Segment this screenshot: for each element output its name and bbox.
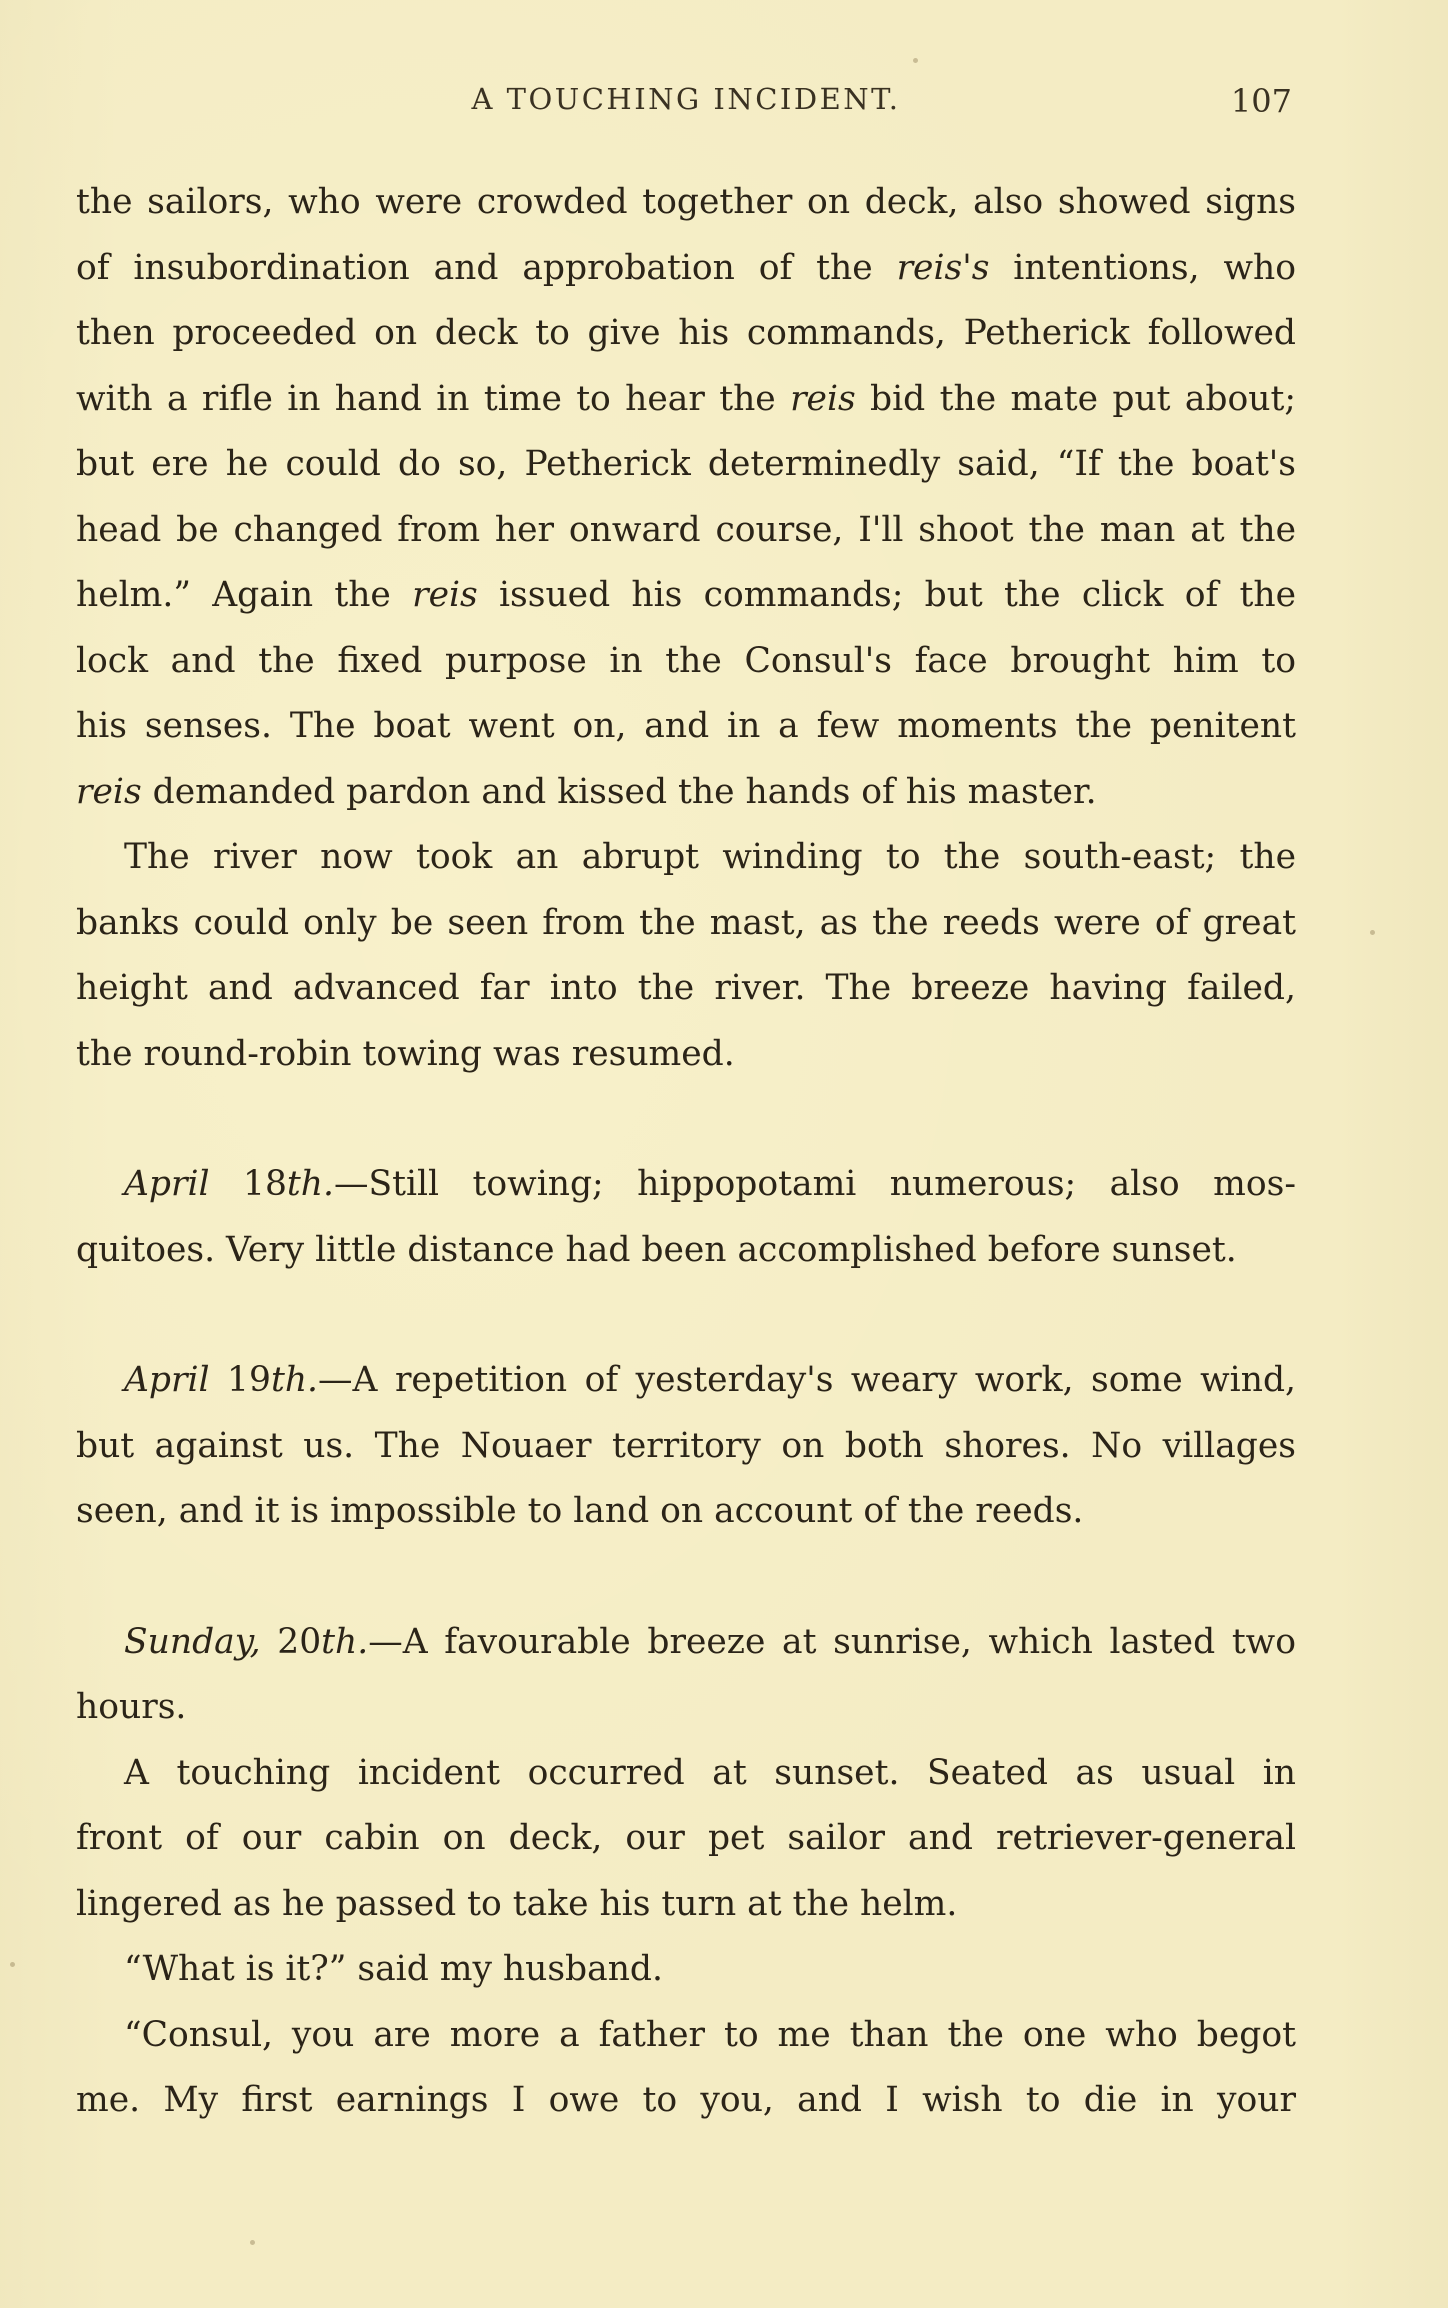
text-line bbox=[76, 2003, 1296, 2069]
text-line bbox=[76, 694, 1296, 760]
text-line bbox=[76, 2068, 1296, 2134]
text-line bbox=[76, 367, 1296, 433]
text-line bbox=[76, 1414, 1296, 1480]
italic-text: Sunday, bbox=[124, 1621, 261, 1662]
paper-speck bbox=[913, 58, 918, 63]
text-run: A touching incident occurred at sunset. Seated as usual in bbox=[124, 1752, 1296, 1793]
paragraph-gap bbox=[76, 1283, 1296, 1348]
text-line bbox=[76, 825, 1296, 891]
italic-text: th. bbox=[286, 1164, 334, 1204]
italic-text: April bbox=[124, 1360, 210, 1400]
text-line bbox=[76, 956, 1296, 1022]
page-number: 107 bbox=[1230, 82, 1292, 120]
text-run: —A favourable breeze at sunrise, which lasted two bbox=[368, 1621, 1296, 1662]
body-text bbox=[76, 170, 1296, 2134]
italic-text: April bbox=[124, 1164, 210, 1204]
text-line bbox=[76, 432, 1296, 498]
text-run: “What is it?” said my husband. bbox=[124, 1949, 663, 1989]
text-line bbox=[76, 1152, 1296, 1218]
text-line bbox=[76, 1675, 1296, 1741]
text-run: of insubordination and approbation of the bbox=[76, 247, 897, 288]
text-run: with a rifle in hand in time to hear the bbox=[76, 378, 791, 419]
text-line bbox=[76, 1937, 1296, 2003]
text-run: 19 bbox=[209, 1360, 271, 1400]
text-run: —Still towing; hippopotami numerous; also mos- bbox=[333, 1164, 1296, 1204]
italic-text: reis bbox=[76, 771, 142, 812]
text-run: “Consul, you are more a father to me than the one who begot bbox=[124, 2014, 1296, 2055]
italic-text: th. bbox=[321, 1621, 369, 1662]
text-run: helm.” Again the bbox=[76, 575, 413, 615]
text-run: issued his commands; but the click of the bbox=[477, 575, 1296, 615]
paragraph-gap bbox=[76, 1087, 1296, 1152]
text-run: front of our cabin on deck, our pet sailor and retriever-general bbox=[76, 1818, 1296, 1858]
text-run: 18 bbox=[209, 1164, 287, 1204]
text-line bbox=[76, 170, 1296, 236]
text-run: banks could only be seen from the mast, as the reeds were of great bbox=[76, 902, 1296, 943]
text-run: head be changed from her onward course, I'll shoot the man at the bbox=[76, 509, 1296, 550]
text-line bbox=[76, 891, 1296, 957]
running-title: A TOUCHING INCIDENT. bbox=[471, 82, 901, 116]
text-line bbox=[76, 498, 1296, 564]
text-line bbox=[76, 1218, 1296, 1284]
text-run: lingered as he passed to take his turn at the helm. bbox=[76, 1883, 958, 1924]
text-line bbox=[76, 1348, 1296, 1414]
text-run: his senses. The boat went on, and in a few moments the penitent bbox=[76, 706, 1296, 746]
text-run: The river now took an abrupt winding to the south-east; the bbox=[124, 837, 1296, 877]
running-head bbox=[80, 82, 1292, 126]
text-line bbox=[76, 1610, 1296, 1676]
text-run: intentions, who bbox=[989, 247, 1296, 288]
text-run: bid the mate put about; bbox=[855, 378, 1296, 419]
text-run: 20 bbox=[260, 1621, 322, 1662]
italic-text: th. bbox=[270, 1360, 319, 1400]
italic-text: reis's bbox=[896, 247, 990, 288]
text-run: the sailors, who were crowded together on deck, also showed signs bbox=[76, 182, 1296, 222]
text-run: me. My first earnings I owe to you, and I wish to die in your bbox=[76, 2080, 1296, 2120]
text-run: lock and the fixed purpose in the Consul's face brought him to bbox=[76, 640, 1296, 681]
paper-speck bbox=[1370, 930, 1375, 935]
text-run: seen, and it is impossible to land on account of the reeds. bbox=[76, 1491, 1084, 1531]
text-line bbox=[76, 1741, 1296, 1807]
paragraph-gap bbox=[76, 1545, 1296, 1610]
paper-speck bbox=[250, 2240, 255, 2245]
text-line bbox=[76, 236, 1296, 302]
text-run: then proceeded on deck to give his commands, Petherick followed bbox=[76, 313, 1296, 353]
text-run: quitoes. Very little distance had been accomplished before sunset. bbox=[76, 1229, 1237, 1270]
text-line bbox=[76, 301, 1296, 367]
text-run: demanded pardon and kissed the hands of his master. bbox=[141, 771, 1097, 812]
text-run: but against us. The Nouaer territory on both shores. No villages bbox=[76, 1425, 1296, 1466]
text-line bbox=[76, 760, 1296, 826]
text-line bbox=[76, 563, 1296, 629]
text-run: but ere he could do so, Petherick determinedly said, “If the boat's bbox=[76, 444, 1296, 484]
text-run: the round-robin towing was resumed. bbox=[76, 1033, 735, 1074]
text-run: height and advanced far into the river. The breeze having failed, bbox=[76, 968, 1296, 1008]
text-run: —A repetition of yesterday's weary work, some wind, bbox=[318, 1360, 1296, 1400]
text-line bbox=[76, 1479, 1296, 1545]
italic-text: reis bbox=[790, 378, 856, 419]
paper-speck bbox=[10, 1962, 15, 1967]
text-line bbox=[76, 1806, 1296, 1872]
text-line bbox=[76, 1022, 1296, 1088]
text-line bbox=[76, 629, 1296, 695]
text-line bbox=[76, 1872, 1296, 1938]
italic-text: reis bbox=[412, 575, 478, 615]
text-run: hours. bbox=[76, 1687, 187, 1727]
